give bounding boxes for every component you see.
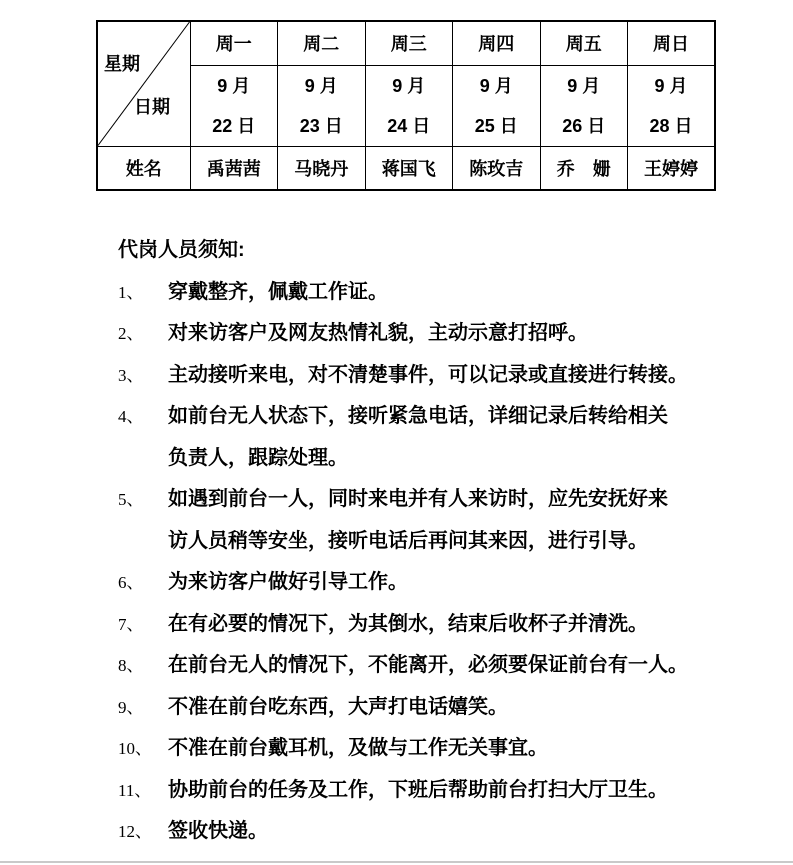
- item-number: 11、: [118, 780, 152, 800]
- notice-item: [118, 645, 718, 687]
- date-month: 9 月: [392, 75, 426, 96]
- item-line: 协助前台的任务及工作，下班后帮助前台打扫大厅卫生。: [168, 778, 668, 801]
- corner-week-label: 星期: [104, 54, 140, 74]
- item-number: 1、: [118, 282, 144, 302]
- date-day: 22 日: [212, 115, 256, 136]
- date-cell: [540, 65, 628, 146]
- item-line: 主动接听来电，对不清楚事件，可以记录或直接进行转接。: [168, 363, 688, 386]
- item-line: 为来访客户做好引导工作。: [168, 571, 408, 593]
- name-cell: 禹茜茜: [190, 146, 278, 190]
- notice-item: [118, 355, 718, 397]
- notice-item: [118, 272, 718, 314]
- weekday-cell: 周一: [190, 21, 278, 65]
- notice-item: [118, 313, 718, 355]
- date-month: 9 月: [567, 75, 601, 96]
- item-line: 不准在前台戴耳机，及做与工作无关事宜。: [168, 737, 548, 759]
- notice-item: [118, 811, 718, 853]
- notice-item: [118, 479, 718, 562]
- notice-section: [118, 230, 718, 853]
- notice-item: [118, 728, 718, 770]
- date-day: 25 日: [474, 115, 518, 136]
- item-line: 如遇到前台一人，同时来电并有人来访时，应先安抚好来: [168, 488, 668, 510]
- page-bottom-edge-divider: [0, 861, 793, 863]
- date-cell: [190, 65, 278, 146]
- weekday-cell: 周五: [540, 21, 628, 65]
- notice-title: 代岗人员须知:: [118, 239, 245, 261]
- item-line: 如前台无人状态下，接听紧急电话，详细记录后转给相关: [168, 405, 668, 427]
- corner-date-label: 日期: [134, 97, 170, 117]
- item-line: 在有必要的情况下，为其倒水，结束后收杯子并清洗。: [168, 612, 648, 635]
- item-line: 不准在前台吃东西，大声打电话嬉笑。: [168, 695, 508, 718]
- item-number: 2、: [118, 324, 144, 343]
- weekday-cell: 周二: [278, 21, 366, 65]
- item-line: 负责人，跟踪处理。: [168, 446, 348, 469]
- item-number: 3、: [118, 365, 144, 385]
- date-cell: [453, 65, 541, 146]
- date-day: 28 日: [649, 115, 693, 136]
- name-header-cell: 姓名: [97, 146, 190, 190]
- item-number: 5、: [118, 490, 144, 509]
- date-month: 9 月: [304, 75, 338, 96]
- schedule-table: [96, 20, 716, 191]
- name-cell: 蒋国飞: [365, 146, 453, 190]
- item-number: 9、: [118, 697, 144, 717]
- weekday-cell: 周三: [365, 21, 453, 65]
- name-cell: 陈玫吉: [453, 146, 541, 190]
- item-number: 4、: [118, 407, 144, 426]
- item-line: 穿戴整齐，佩戴工作证。: [168, 280, 388, 303]
- notice-item: [118, 687, 718, 729]
- item-line: 对来访客户及网友热情礼貌，主动示意打招呼。: [168, 322, 588, 344]
- item-number: 10、: [118, 739, 152, 758]
- corner-diagonal-line: [98, 22, 190, 146]
- item-line: 访人员稍等安坐，接听电话后再问其来因，进行引导。: [168, 529, 648, 552]
- item-number: 6、: [118, 573, 144, 592]
- name-cell: 王婷婷: [628, 146, 716, 190]
- notice-item: [118, 396, 718, 479]
- item-number: 7、: [118, 614, 144, 634]
- corner-cell: [97, 21, 190, 146]
- weekday-cell: 周日: [628, 21, 716, 65]
- item-number: 12、: [118, 822, 152, 841]
- date-day: 24 日: [387, 115, 431, 136]
- date-day: 23 日: [299, 115, 343, 136]
- date-day: 26 日: [562, 115, 606, 136]
- date-cell: [365, 65, 453, 146]
- date-cell: [628, 65, 716, 146]
- name-cell: 乔 姗: [540, 146, 628, 190]
- notice-item: [118, 770, 718, 812]
- date-month: 9 月: [217, 75, 251, 96]
- date-month: 9 月: [479, 75, 513, 96]
- weekday-cell: 周四: [453, 21, 541, 65]
- notice-item: [118, 604, 718, 646]
- date-month: 9 月: [654, 75, 688, 96]
- date-cell: [278, 65, 366, 146]
- item-line: 在前台无人的情况下，不能离开，必须要保证前台有一人。: [168, 654, 688, 676]
- item-line: 签收快递。: [168, 820, 268, 842]
- name-cell: 马晓丹: [278, 146, 366, 190]
- item-number: 8、: [118, 656, 144, 675]
- notice-item: [118, 562, 718, 604]
